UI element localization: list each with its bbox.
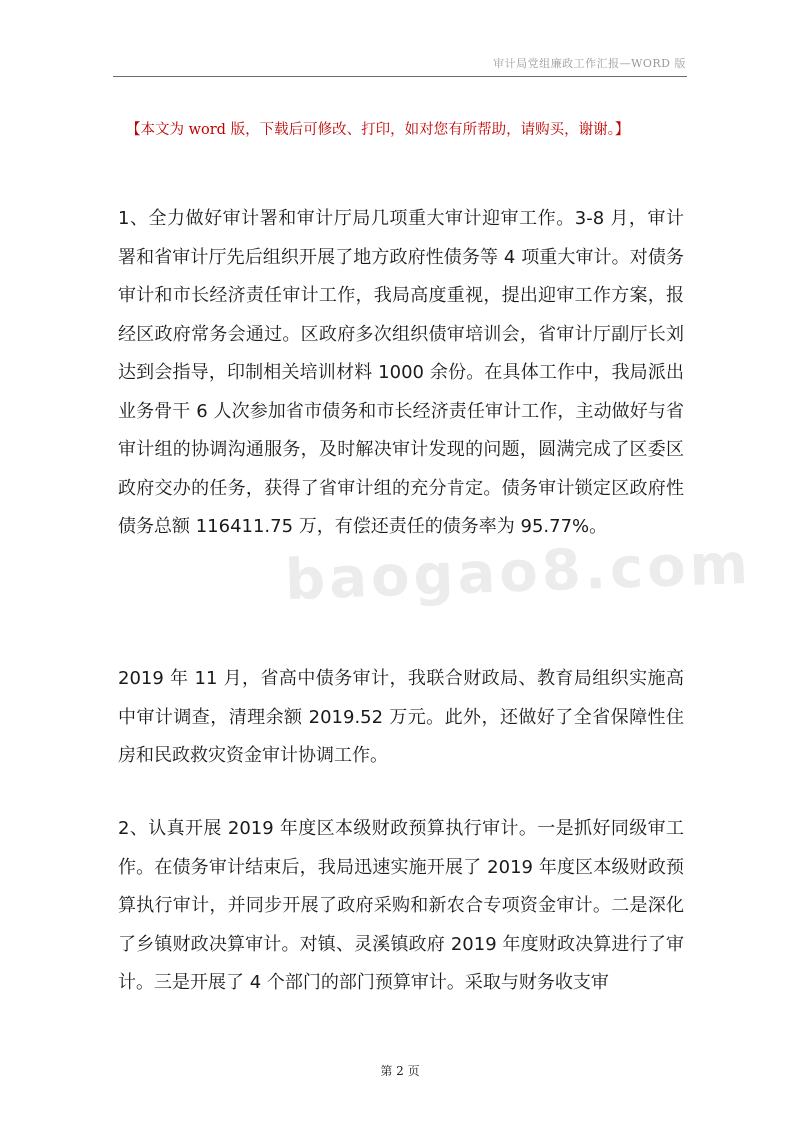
- page-number: 第 2 页: [380, 1064, 420, 1078]
- paragraph-3: 2、认真开展 2019 年度区本级财政预算执行审计。一是抓好同级审工作。在债务审计结束后，我局迅速实施开展了 2019 年度区本级财政预算执行审计，并同步开展了政府采购和新农合专项资金审计。二是深化了乡镇财政决算审计。对镇、灵溪镇政府 2019 年度财政决算进行了审计。三是开展了 4 个部门的部门预算审计。采取与财务收支审: [118, 818, 684, 993]
- document-header-title: 审计局党组廉政工作汇报—WORD 版: [493, 57, 686, 70]
- paragraph-2: 2019 年 11 月，省高中债务审计，我联合财政局、教育局组织实施高中审计调查，清理余额 2019.52 万元。此外，还做好了全省保障性住房和民政救灾资金审计协调工作。: [118, 668, 684, 766]
- watermark: baogao8.com: [284, 531, 753, 614]
- header-divider: [113, 76, 687, 77]
- paragraph-1: 1、全力做好审计署和审计厅局几项重大审计迎审工作。3-8 月，审计署和省审计厅先后组织开展了地方政府性债务等 4 项重大审计。对债务审计和市长经济责任审计工作，我局高度重视，提出迎审工作方案，报经区政府常务会通过。区政府多次组织债审培训会，省审计厅副厅长刘达到会指导，印制相关培训材料 1000 余份。在具体工作中，我局派出业务骨干 6 人次参加省市债务和市长经济责任审计工作，主动做好与省审计组的协调沟通服务，及时解决审计发现的问题，圆满完成了区委区政府交办的任务，获得了省审计组的充分肯定。债务审计锁定区政府性债务总额 116411.75 万，有偿还责任的债务率为 95.77%。: [118, 208, 684, 537]
- download-notice: 【本文为 word 版，下载后可修改、打印，如对您有所帮助，请购买，谢谢。】: [126, 122, 630, 138]
